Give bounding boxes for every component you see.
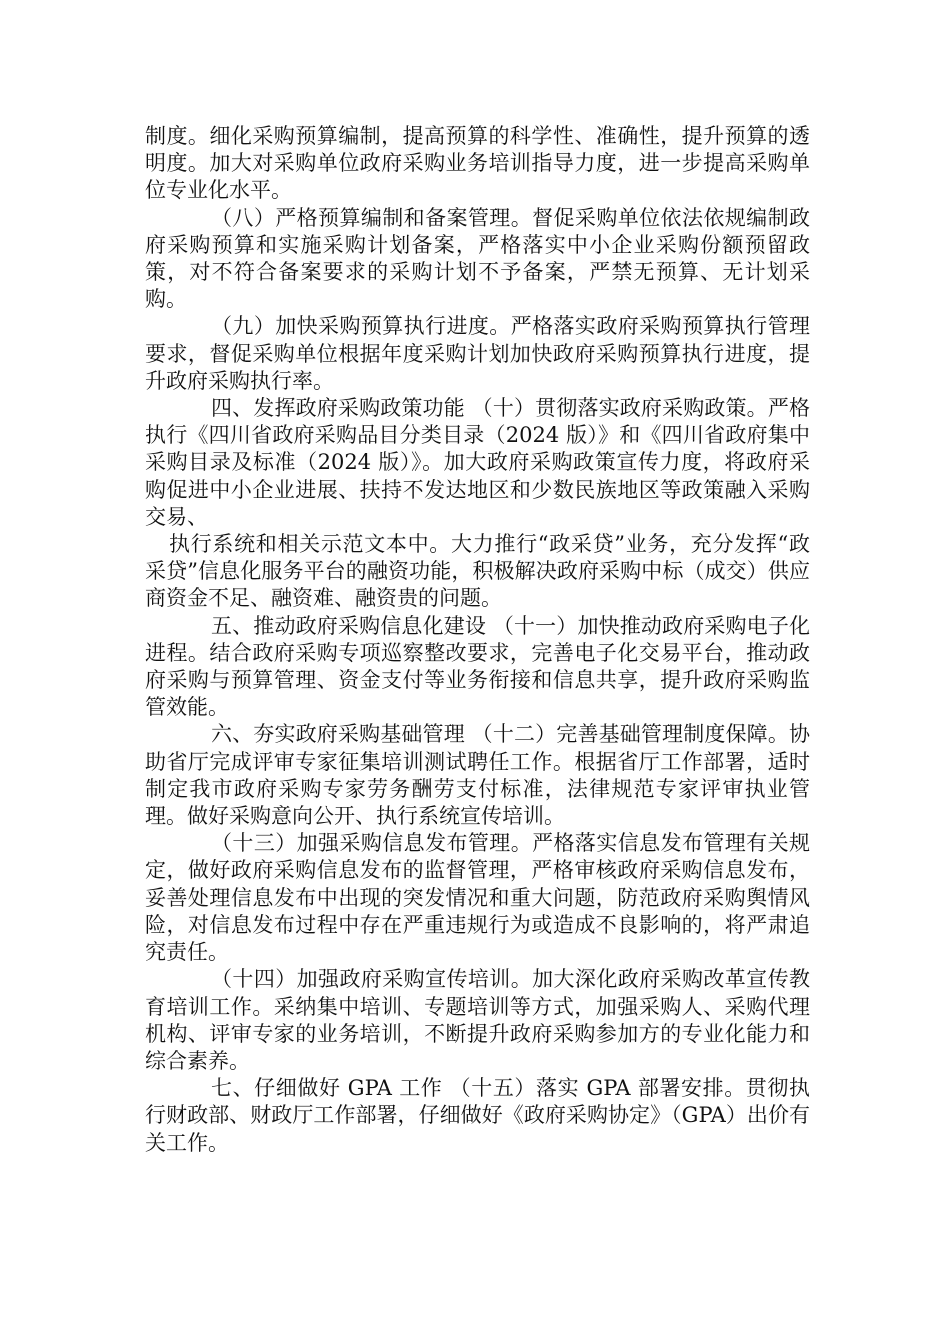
paragraph-item-8: （八）严格预算编制和备案管理。督促采购单位依法依规编制政府采购预算和实施采购计划备案，严格落实中小企业采购份额预留政策，对不符合备案要求的采购计划不予备案，严禁无预算、无计划采购。 bbox=[145, 205, 810, 312]
paragraph-section-7: 七、仔细做好 GPA 工作 （十五）落实 GPA 部署安排。贯彻执行财政部、财政厅工作部署，仔细做好《政府采购协定》（GPA）出价有关工作。 bbox=[145, 1076, 810, 1155]
paragraph-section-4: 四、发挥政府采购政策功能 （十）贯彻落实政府采购政策。严格执行《四川省政府采购品目分类目录（2024 版）》和《四川省政府集中采购目录及标准（2024 版）》。加大政府采购政策宣传力度，将政府采购促进中小企业进展、扶持不发达地区和少数民族地区等政策融入采购交易、 bbox=[145, 396, 810, 529]
document-body bbox=[145, 123, 810, 1157]
paragraph-budget-system: 制度。细化采购预算编制，提高预算的科学性、准确性，提升预算的透明度。加大对采购单位政府采购业务培训指导力度，进一步提高采购单位专业化水平。 bbox=[145, 124, 810, 203]
paragraph-section-4-continued: 执行系统和相关示范文本中。大力推行“政采贷”业务，充分发挥“政采贷”信息化服务平台的融资功能，积极解决政府采购中标（成交）供应商资金不足、融资难、融资贵的问题。 bbox=[145, 532, 810, 611]
paragraph-item-13: （十三）加强采购信息发布管理。严格落实信息发布管理有关规定，做好政府采购信息发布的监督管理，严格审核政府采购信息发布，妥善处理信息发布中出现的突发情况和重大问题，防范政府采购舆情风险，对信息发布过程中存在严重违规行为或造成不良影响的，将严肃追究责任。 bbox=[145, 831, 810, 965]
paragraph-section-5: 五、推动政府采购信息化建设 （十一）加快推动政府采购电子化进程。结合政府采购专项巡察整改要求，完善电子化交易平台，推动政府采购与预算管理、资金支付等业务衔接和信息共享，提升政府采购监管效能。 bbox=[145, 613, 810, 720]
paragraph-item-9: （九）加快采购预算执行进度。严格落实政府采购预算执行管理要求，督促采购单位根据年度采购计划加快政府采购预算执行进度，提升政府采购执行率。 bbox=[145, 314, 810, 393]
paragraph-item-14: （十四）加强政府采购宣传培训。加大深化政府采购改革宣传教育培训工作。采纳集中培训、专题培训等方式，加强采购人、采购代理机构、评审专家的业务培训，不断提升政府采购参加方的专业化能力和综合素养。 bbox=[145, 967, 810, 1073]
paragraph-section-6: 六、夯实政府采购基础管理 （十二）完善基础管理制度保障。协助省厅完成评审专家征集培训测试聘任工作。根据省厅工作部署，适时制定我市政府采购专家劳务酬劳支付标准，法律规范专家评审执业管理。做好采购意向公开、执行系统宣传培训。 bbox=[145, 722, 810, 829]
